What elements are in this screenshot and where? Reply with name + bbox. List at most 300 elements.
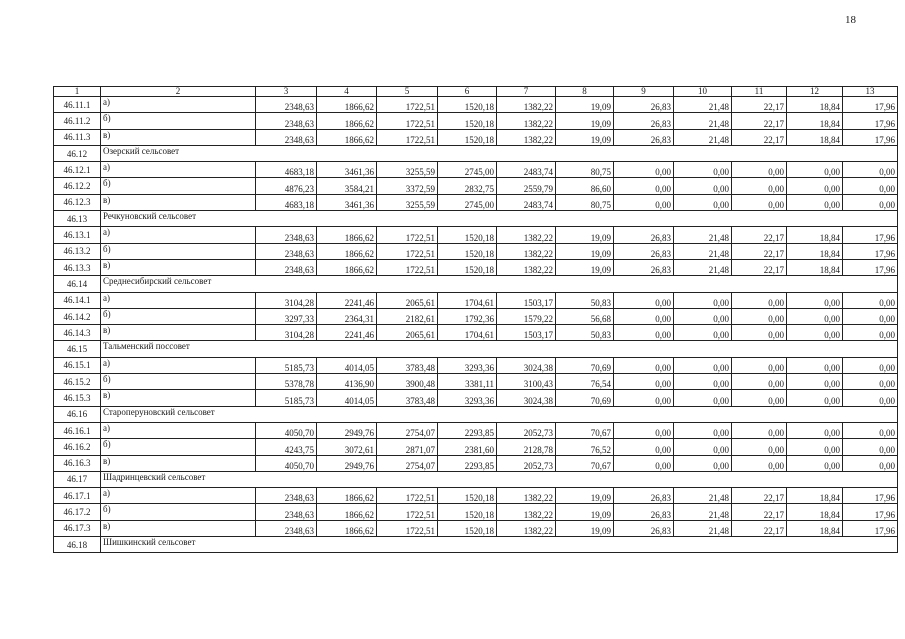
value-cell-col-5: 2065,61: [377, 292, 438, 308]
value-cell-col-13: 0,00: [843, 357, 898, 373]
value-cell-col-3: 4683,18: [256, 162, 317, 178]
row-variant: в): [101, 194, 256, 210]
row-code: 46.15.2: [54, 374, 101, 390]
value-cell-col-12: 18,84: [787, 243, 843, 259]
value-cell-col-3: 2348,63: [256, 504, 317, 520]
row-code: 46.11.1: [54, 97, 101, 113]
value-cell-col-5: 1722,51: [377, 97, 438, 113]
table-row: [54, 259, 898, 275]
column-header-2: 2: [101, 87, 256, 97]
row-code: 46.13.1: [54, 227, 101, 243]
value-cell-col-5: 2065,61: [377, 325, 438, 341]
value-cell-col-11: 22,17: [732, 488, 787, 504]
row-code: 46.13.2: [54, 243, 101, 259]
value-cell-col-11: 0,00: [732, 325, 787, 341]
value-cell-col-8: 19,09: [556, 259, 614, 275]
value-cell-col-3: 4683,18: [256, 194, 317, 210]
value-cell-col-7: 1503,17: [497, 325, 556, 341]
table-row: [54, 243, 898, 259]
value-cell-col-13: 0,00: [843, 439, 898, 455]
value-cell-col-10: 0,00: [674, 357, 732, 373]
value-cell-col-5: 2871,07: [377, 439, 438, 455]
value-cell-col-9: 0,00: [614, 292, 674, 308]
table-row: [54, 129, 898, 145]
value-cell-col-12: 0,00: [787, 194, 843, 210]
row-variant: в): [101, 129, 256, 145]
value-cell-col-10: 0,00: [674, 178, 732, 194]
row-code: 46.17: [54, 471, 101, 487]
value-cell-col-12: 0,00: [787, 390, 843, 406]
value-cell-col-9: 0,00: [614, 162, 674, 178]
value-cell-col-8: 70,67: [556, 455, 614, 471]
value-cell-col-11: 0,00: [732, 455, 787, 471]
value-cell-col-10: 0,00: [674, 162, 732, 178]
value-cell-col-13: 0,00: [843, 374, 898, 390]
value-cell-col-11: 0,00: [732, 439, 787, 455]
row-variant: а): [101, 422, 256, 438]
table-row: [54, 178, 898, 194]
value-cell-col-10: 21,48: [674, 129, 732, 145]
value-cell-col-12: 18,84: [787, 504, 843, 520]
row-variant: б): [101, 504, 256, 520]
value-cell-col-6: 1520,18: [438, 488, 497, 504]
value-cell-col-4: 2949,76: [317, 422, 377, 438]
section-name: Шадринцевский сельсовет: [101, 471, 898, 487]
table-row: [54, 113, 898, 129]
row-variant: а): [101, 488, 256, 504]
value-cell-col-4: 4014,05: [317, 390, 377, 406]
value-cell-col-10: 0,00: [674, 439, 732, 455]
value-cell-col-13: 0,00: [843, 178, 898, 194]
row-variant: б): [101, 439, 256, 455]
value-cell-col-3: 4243,75: [256, 439, 317, 455]
value-cell-col-6: 2832,75: [438, 178, 497, 194]
value-cell-col-11: 0,00: [732, 308, 787, 324]
column-header-10: 10: [674, 87, 732, 97]
value-cell-col-7: 1382,22: [497, 259, 556, 275]
value-cell-col-5: 3372,59: [377, 178, 438, 194]
section-row: [54, 341, 898, 357]
value-cell-col-4: 4136,90: [317, 374, 377, 390]
value-cell-col-9: 26,83: [614, 504, 674, 520]
value-cell-col-8: 19,09: [556, 113, 614, 129]
value-cell-col-3: 4876,23: [256, 178, 317, 194]
value-cell-col-13: 17,96: [843, 227, 898, 243]
value-cell-col-10: 0,00: [674, 194, 732, 210]
value-cell-col-7: 2128,78: [497, 439, 556, 455]
section-name: Шишкинский сельсовет: [101, 537, 898, 553]
row-variant: а): [101, 292, 256, 308]
value-cell-col-13: 17,96: [843, 243, 898, 259]
value-cell-col-8: 70,69: [556, 357, 614, 373]
row-code: 46.15.1: [54, 357, 101, 373]
table-row: [54, 308, 898, 324]
row-variant: б): [101, 178, 256, 194]
section-name: Среднесибирский сельсовет: [101, 276, 898, 292]
value-cell-col-13: 17,96: [843, 504, 898, 520]
value-cell-col-11: 22,17: [732, 97, 787, 113]
table-row: [54, 504, 898, 520]
row-code: 46.17.3: [54, 520, 101, 536]
value-cell-col-4: 1866,62: [317, 129, 377, 145]
row-code: 46.15.3: [54, 390, 101, 406]
value-cell-col-8: 19,09: [556, 129, 614, 145]
value-cell-col-11: 0,00: [732, 194, 787, 210]
value-cell-col-8: 50,83: [556, 292, 614, 308]
value-cell-col-5: 3900,48: [377, 374, 438, 390]
row-code: 46.16.1: [54, 422, 101, 438]
value-cell-col-5: 1722,51: [377, 488, 438, 504]
table-header-row: [54, 87, 898, 97]
value-cell-col-3: 2348,63: [256, 243, 317, 259]
value-cell-col-6: 1704,61: [438, 325, 497, 341]
value-cell-col-3: 5378,78: [256, 374, 317, 390]
value-cell-col-9: 0,00: [614, 422, 674, 438]
value-cell-col-6: 1520,18: [438, 520, 497, 536]
value-cell-col-10: 21,48: [674, 520, 732, 536]
row-code: 46.13.3: [54, 259, 101, 275]
value-cell-col-4: 1866,62: [317, 504, 377, 520]
value-cell-col-11: 0,00: [732, 357, 787, 373]
value-cell-col-5: 3783,48: [377, 357, 438, 373]
value-cell-col-9: 26,83: [614, 488, 674, 504]
value-cell-col-8: 19,09: [556, 520, 614, 536]
table-row: [54, 162, 898, 178]
value-cell-col-6: 2293,85: [438, 422, 497, 438]
column-header-6: 6: [438, 87, 497, 97]
value-cell-col-7: 2483,74: [497, 194, 556, 210]
value-cell-col-4: 1866,62: [317, 520, 377, 536]
value-cell-col-7: 1382,22: [497, 520, 556, 536]
value-cell-col-4: 3461,36: [317, 194, 377, 210]
row-code: 46.16.3: [54, 455, 101, 471]
column-header-11: 11: [732, 87, 787, 97]
table-row: [54, 325, 898, 341]
value-cell-col-4: 3072,61: [317, 439, 377, 455]
value-cell-col-13: 0,00: [843, 325, 898, 341]
value-cell-col-12: 0,00: [787, 422, 843, 438]
value-cell-col-10: 21,48: [674, 243, 732, 259]
row-code: 46.15: [54, 341, 101, 357]
value-cell-col-13: 17,96: [843, 97, 898, 113]
section-row: [54, 145, 898, 161]
value-cell-col-6: 1792,36: [438, 308, 497, 324]
value-cell-col-10: 0,00: [674, 308, 732, 324]
value-cell-col-5: 1722,51: [377, 129, 438, 145]
value-cell-col-4: 1866,62: [317, 243, 377, 259]
value-cell-col-13: 0,00: [843, 292, 898, 308]
value-cell-col-5: 1722,51: [377, 259, 438, 275]
value-cell-col-13: 0,00: [843, 422, 898, 438]
value-cell-col-12: 18,84: [787, 113, 843, 129]
section-row: [54, 276, 898, 292]
table-row: [54, 97, 898, 113]
value-cell-col-9: 26,83: [614, 97, 674, 113]
value-cell-col-3: 2348,63: [256, 97, 317, 113]
value-cell-col-8: 70,67: [556, 422, 614, 438]
row-code: 46.16.2: [54, 439, 101, 455]
value-cell-col-6: 3381,11: [438, 374, 497, 390]
value-cell-col-5: 3783,48: [377, 390, 438, 406]
value-cell-col-7: 3100,43: [497, 374, 556, 390]
value-cell-col-10: 21,48: [674, 227, 732, 243]
value-cell-col-8: 19,09: [556, 243, 614, 259]
value-cell-col-12: 0,00: [787, 308, 843, 324]
value-cell-col-3: 2348,63: [256, 488, 317, 504]
row-variant: в): [101, 455, 256, 471]
row-variant: б): [101, 113, 256, 129]
value-cell-col-13: 17,96: [843, 129, 898, 145]
value-cell-col-9: 26,83: [614, 520, 674, 536]
value-cell-col-6: 1520,18: [438, 259, 497, 275]
value-cell-col-4: 4014,05: [317, 357, 377, 373]
value-cell-col-10: 21,48: [674, 488, 732, 504]
value-cell-col-7: 1382,22: [497, 488, 556, 504]
value-cell-col-8: 56,68: [556, 308, 614, 324]
value-cell-col-4: 1866,62: [317, 97, 377, 113]
column-header-1: 1: [54, 87, 101, 97]
value-cell-col-5: 2182,61: [377, 308, 438, 324]
value-cell-col-3: 2348,63: [256, 227, 317, 243]
row-code: 46.11.3: [54, 129, 101, 145]
value-cell-col-13: 17,96: [843, 488, 898, 504]
value-cell-col-7: 2052,73: [497, 455, 556, 471]
value-cell-col-10: 0,00: [674, 292, 732, 308]
value-cell-col-8: 19,09: [556, 504, 614, 520]
value-cell-col-4: 1866,62: [317, 259, 377, 275]
value-cell-col-12: 0,00: [787, 325, 843, 341]
value-cell-col-6: 1520,18: [438, 97, 497, 113]
value-cell-col-3: 2348,63: [256, 259, 317, 275]
value-cell-col-4: 2241,46: [317, 325, 377, 341]
row-variant: б): [101, 308, 256, 324]
value-cell-col-7: 2483,74: [497, 162, 556, 178]
value-cell-col-13: 0,00: [843, 390, 898, 406]
row-code: 46.14.2: [54, 308, 101, 324]
value-cell-col-9: 26,83: [614, 227, 674, 243]
value-cell-col-8: 76,54: [556, 374, 614, 390]
value-cell-col-12: 18,84: [787, 488, 843, 504]
value-cell-col-12: 18,84: [787, 520, 843, 536]
row-variant: в): [101, 390, 256, 406]
value-cell-col-7: 1503,17: [497, 292, 556, 308]
value-cell-col-12: 0,00: [787, 292, 843, 308]
column-header-12: 12: [787, 87, 843, 97]
value-cell-col-13: 17,96: [843, 113, 898, 129]
value-cell-col-6: 1704,61: [438, 292, 497, 308]
row-code: 46.14.1: [54, 292, 101, 308]
section-row: [54, 406, 898, 422]
value-cell-col-9: 0,00: [614, 308, 674, 324]
section-row: [54, 471, 898, 487]
value-cell-col-9: 26,83: [614, 113, 674, 129]
value-cell-col-12: 0,00: [787, 178, 843, 194]
value-cell-col-7: 3024,38: [497, 357, 556, 373]
value-cell-col-3: 4050,70: [256, 455, 317, 471]
value-cell-col-7: 1382,22: [497, 504, 556, 520]
value-cell-col-5: 1722,51: [377, 520, 438, 536]
row-code: 46.14.3: [54, 325, 101, 341]
value-cell-col-10: 0,00: [674, 390, 732, 406]
value-cell-col-7: 1382,22: [497, 113, 556, 129]
value-cell-col-11: 22,17: [732, 129, 787, 145]
value-cell-col-11: 22,17: [732, 259, 787, 275]
value-cell-col-4: 3584,21: [317, 178, 377, 194]
value-cell-col-10: 21,48: [674, 504, 732, 520]
value-cell-col-13: 17,96: [843, 259, 898, 275]
value-cell-col-4: 1866,62: [317, 113, 377, 129]
value-cell-col-9: 0,00: [614, 374, 674, 390]
value-cell-col-7: 1382,22: [497, 227, 556, 243]
page-number: 18: [845, 14, 856, 26]
table-row: [54, 390, 898, 406]
value-cell-col-7: 1382,22: [497, 129, 556, 145]
value-cell-col-3: 3104,28: [256, 292, 317, 308]
row-variant: в): [101, 520, 256, 536]
table-row: [54, 520, 898, 536]
section-name: Речкуновский сельсовет: [101, 211, 898, 227]
value-cell-col-6: 2381,60: [438, 439, 497, 455]
value-cell-col-4: 3461,36: [317, 162, 377, 178]
value-cell-col-3: 2348,63: [256, 520, 317, 536]
table-row: [54, 422, 898, 438]
value-cell-col-11: 0,00: [732, 390, 787, 406]
row-code: 46.12: [54, 145, 101, 161]
value-cell-col-11: 0,00: [732, 178, 787, 194]
value-cell-col-5: 1722,51: [377, 504, 438, 520]
value-cell-col-10: 21,48: [674, 97, 732, 113]
row-code: 46.18: [54, 537, 101, 553]
value-cell-col-13: 0,00: [843, 308, 898, 324]
value-cell-col-12: 0,00: [787, 374, 843, 390]
table-row: [54, 227, 898, 243]
value-cell-col-4: 1866,62: [317, 227, 377, 243]
row-code: 46.17.1: [54, 488, 101, 504]
value-cell-col-6: 1520,18: [438, 129, 497, 145]
value-cell-col-8: 19,09: [556, 227, 614, 243]
value-cell-col-3: 2348,63: [256, 129, 317, 145]
value-cell-col-13: 0,00: [843, 455, 898, 471]
column-header-8: 8: [556, 87, 614, 97]
value-cell-col-11: 0,00: [732, 422, 787, 438]
value-cell-col-7: 2052,73: [497, 422, 556, 438]
table-row: [54, 374, 898, 390]
section-name: Озерский сельсовет: [101, 145, 898, 161]
row-code: 46.11.2: [54, 113, 101, 129]
value-cell-col-12: 0,00: [787, 455, 843, 471]
table-row: [54, 357, 898, 373]
value-cell-col-7: 1579,22: [497, 308, 556, 324]
row-code: 46.13: [54, 211, 101, 227]
value-cell-col-10: 0,00: [674, 422, 732, 438]
column-header-3: 3: [256, 87, 317, 97]
value-cell-col-9: 26,83: [614, 129, 674, 145]
value-cell-col-9: 0,00: [614, 390, 674, 406]
row-code: 46.12.1: [54, 162, 101, 178]
row-variant: а): [101, 97, 256, 113]
value-cell-col-8: 19,09: [556, 488, 614, 504]
value-cell-col-11: 0,00: [732, 374, 787, 390]
section-name: Староперуновский сельсовет: [101, 406, 898, 422]
table-row: [54, 194, 898, 210]
value-cell-col-9: 26,83: [614, 243, 674, 259]
value-cell-col-9: 0,00: [614, 194, 674, 210]
value-cell-col-8: 50,83: [556, 325, 614, 341]
value-cell-col-12: 18,84: [787, 227, 843, 243]
table-row: [54, 292, 898, 308]
value-cell-col-6: 1520,18: [438, 227, 497, 243]
row-variant: а): [101, 357, 256, 373]
value-cell-col-11: 22,17: [732, 113, 787, 129]
value-cell-col-4: 2949,76: [317, 455, 377, 471]
section-name: Тальменский поссовет: [101, 341, 898, 357]
row-variant: в): [101, 325, 256, 341]
value-cell-col-10: 21,48: [674, 259, 732, 275]
value-cell-col-11: 0,00: [732, 162, 787, 178]
value-cell-col-9: 0,00: [614, 439, 674, 455]
value-cell-col-8: 80,75: [556, 162, 614, 178]
value-cell-col-6: 2293,85: [438, 455, 497, 471]
value-cell-col-13: 0,00: [843, 194, 898, 210]
value-cell-col-5: 1722,51: [377, 113, 438, 129]
value-cell-col-10: 0,00: [674, 455, 732, 471]
row-variant: в): [101, 259, 256, 275]
value-cell-col-8: 19,09: [556, 97, 614, 113]
section-row: [54, 211, 898, 227]
value-cell-col-5: 1722,51: [377, 227, 438, 243]
value-cell-col-3: 5185,73: [256, 357, 317, 373]
value-cell-col-8: 70,69: [556, 390, 614, 406]
value-cell-col-8: 80,75: [556, 194, 614, 210]
value-cell-col-12: 18,84: [787, 97, 843, 113]
value-cell-col-11: 22,17: [732, 227, 787, 243]
value-cell-col-3: 4050,70: [256, 422, 317, 438]
value-cell-col-8: 86,60: [556, 178, 614, 194]
value-cell-col-11: 22,17: [732, 520, 787, 536]
value-cell-col-3: 3297,33: [256, 308, 317, 324]
value-cell-col-13: 17,96: [843, 520, 898, 536]
row-variant: б): [101, 243, 256, 259]
value-cell-col-6: 2745,00: [438, 194, 497, 210]
value-cell-col-4: 2364,31: [317, 308, 377, 324]
column-header-5: 5: [377, 87, 438, 97]
value-cell-col-8: 76,52: [556, 439, 614, 455]
value-cell-col-6: 2745,00: [438, 162, 497, 178]
column-header-7: 7: [497, 87, 556, 97]
value-cell-col-11: 0,00: [732, 292, 787, 308]
value-cell-col-12: 18,84: [787, 129, 843, 145]
value-cell-col-6: 3293,36: [438, 390, 497, 406]
section-row: [54, 537, 898, 553]
table-row: [54, 439, 898, 455]
value-cell-col-5: 3255,59: [377, 194, 438, 210]
value-cell-col-12: 0,00: [787, 439, 843, 455]
column-header-4: 4: [317, 87, 377, 97]
value-cell-col-13: 0,00: [843, 162, 898, 178]
value-cell-col-12: 0,00: [787, 162, 843, 178]
value-cell-col-7: 1382,22: [497, 97, 556, 113]
value-cell-col-5: 2754,07: [377, 455, 438, 471]
row-code: 46.12.2: [54, 178, 101, 194]
value-cell-col-6: 1520,18: [438, 113, 497, 129]
value-cell-col-4: 1866,62: [317, 488, 377, 504]
value-cell-col-7: 2559,79: [497, 178, 556, 194]
value-cell-col-6: 3293,36: [438, 357, 497, 373]
row-code: 46.17.2: [54, 504, 101, 520]
value-cell-col-9: 26,83: [614, 259, 674, 275]
value-cell-col-9: 0,00: [614, 178, 674, 194]
row-variant: а): [101, 162, 256, 178]
